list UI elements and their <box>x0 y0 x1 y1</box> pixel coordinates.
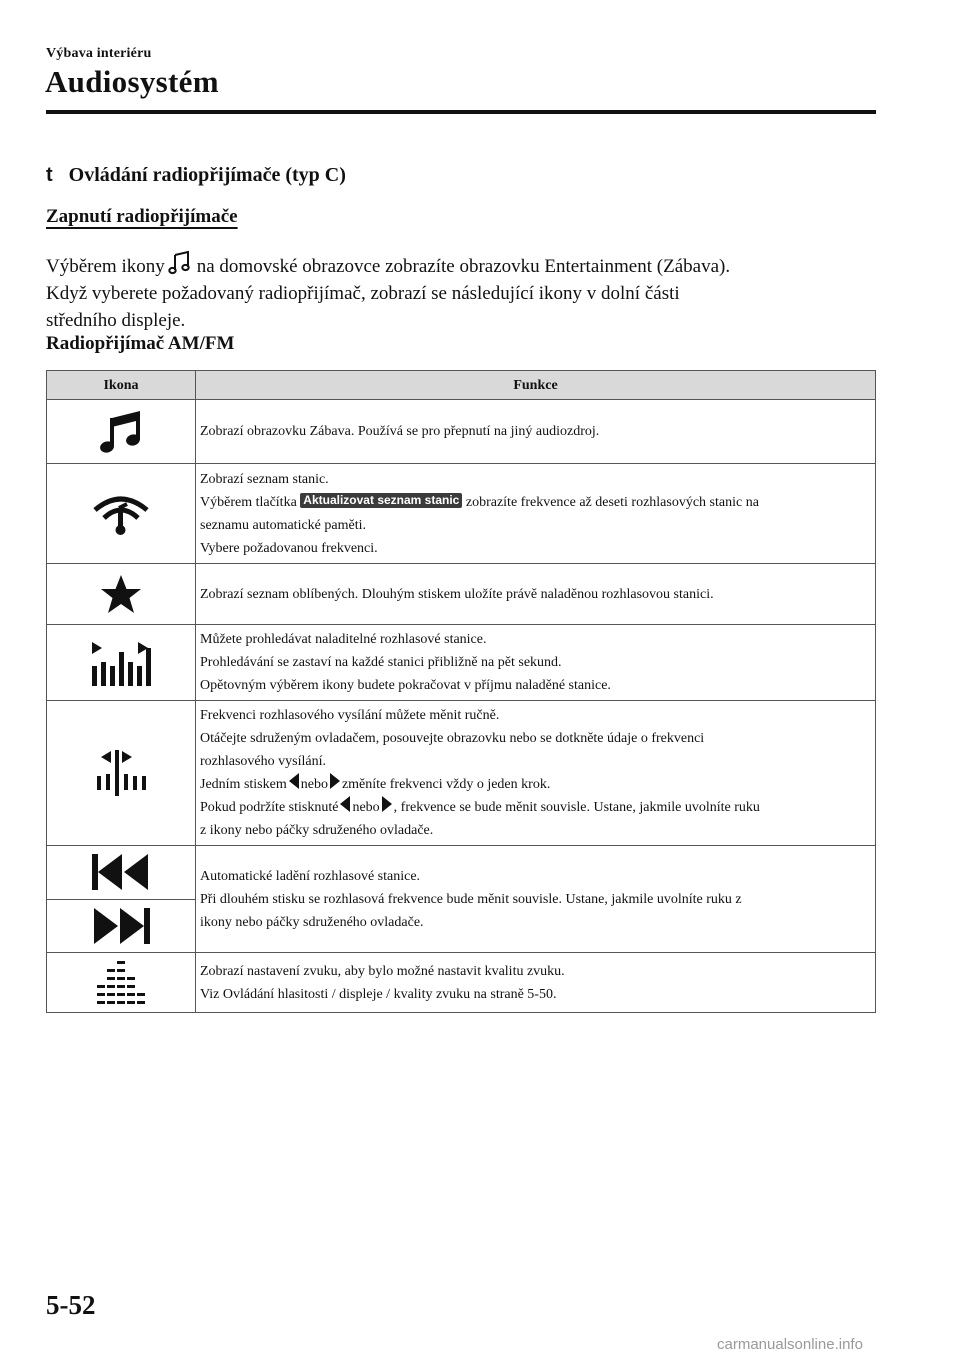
row-text: Prohledávání se zastaví na každé stanici přibližně na pět sekund. <box>200 655 562 670</box>
row-text: Opětovným výběrem ikony budete pokračovat v příjmu naladěné stanice. <box>200 678 611 693</box>
row-text: Otáčejte sdruženým ovladačem, posouvejte obrazovku nebo se dotkněte údaje o frekvenci <box>200 731 705 746</box>
chapter-title: Audiosystém <box>45 64 219 99</box>
tune-down-icon <box>289 773 299 789</box>
section-header: Výbava interiéru <box>46 46 152 61</box>
update-station-list-button: Aktualizovat seznam stanic <box>300 493 462 508</box>
table-row <box>47 625 876 701</box>
tune-up-icon <box>330 773 340 789</box>
next-track-icon <box>90 906 152 946</box>
equalizer-icon <box>93 959 149 1007</box>
row-text: Zobrazí seznam oblíbených. Dlouhým stiskem uložíte právě naladěnou rozhlasovou stanici. <box>200 586 714 602</box>
table-row <box>47 701 876 846</box>
previous-track-icon <box>90 852 152 892</box>
row-text: Zobrazí seznam stanic. <box>200 471 329 487</box>
page-number: 5-52 <box>46 1290 96 1320</box>
row-text: rozhlasového vysílání. <box>200 754 326 769</box>
row-text: Jedním stiskem nebo změníte frekvenci vždy o jeden krok. <box>200 773 869 796</box>
tune-down-icon <box>340 796 350 812</box>
row-text: Pokud podržíte stisknuté nebo , frekvence se bude měnit souvisle. Ustane, jakmile uvolníte ruku <box>200 796 869 819</box>
tune-up-icon <box>382 796 392 812</box>
section-title <box>46 164 346 187</box>
manual-tune-icon <box>94 748 148 798</box>
row-text: Zobrazí obrazovku Zábava. Používá se pro přepnutí na jiný audiozdroj. <box>200 424 600 439</box>
section-title-text: Ovládání radiopřijímače (typ C) <box>68 164 346 186</box>
music-note-icon <box>167 250 193 276</box>
row-text: Můžete prohledávat naladitelné rozhlasové stanice. <box>200 632 487 647</box>
music-note-icon <box>95 408 147 456</box>
subsection-title: Zapnutí radiopřijímače <box>46 206 238 227</box>
row-text: z ikony nebo páčky sdruženého ovladače. <box>200 823 434 838</box>
table-row <box>47 953 876 1013</box>
row-text: Zobrazí nastavení zvuku, aby bylo možné nastavit kvalitu zvuku. <box>200 963 565 979</box>
watermark: carmanualsonline.info <box>717 1336 863 1353</box>
table-title: Radiopřijímač AM/FM <box>46 333 235 354</box>
intro-line-3: středního displeje. <box>46 310 186 331</box>
row-text: Při dlouhém stisku se rozhlasová frekvence bude měnit souvisle. Ustane, jakmile uvolníte ruku z <box>200 891 742 907</box>
row-text: Výběrem tlačítka Aktualizovat seznam stanic zobrazíte frekvence až deseti rozhlasových stanic na <box>200 492 759 510</box>
table-row <box>47 846 876 953</box>
row-text: Viz Ovládání hlasitosti / displeje / kvality zvuku na straně 5-50. <box>200 986 557 1002</box>
intro-paragraph <box>46 250 876 334</box>
radio-signal-icon <box>91 490 151 538</box>
header-function: Funkce <box>196 371 876 400</box>
row-text: Vybere požadovanou frekvenci. <box>200 540 378 556</box>
row-text: Automatické ladění rozhlasové stanice. <box>200 868 421 884</box>
intro-line-2: Když vyberete požadovaný radiopřijímač, zobrazí se následující ikony v dolní části <box>46 283 680 304</box>
table-header-row <box>47 371 876 400</box>
header-divider <box>46 110 876 114</box>
scan-icon <box>90 638 152 688</box>
row-text: seznamu automatické paměti. <box>200 517 366 533</box>
section-marker: t <box>46 164 53 186</box>
row-text: ikony nebo páčky sdruženého ovladače. <box>200 914 424 930</box>
table-row <box>47 464 876 564</box>
intro-line-1 <box>46 250 876 280</box>
row-text: Frekvenci rozhlasového vysílání můžete měnit ručně. <box>200 708 500 723</box>
intro-text: na domovské obrazovce zobrazíte obrazovku Entertainment (Zábava). <box>196 256 731 277</box>
intro-text: Výběrem ikony <box>46 256 165 277</box>
function-table <box>46 370 876 1013</box>
header-icon: Ikona <box>47 371 196 400</box>
star-icon <box>99 573 143 615</box>
table-row <box>47 400 876 464</box>
table-row <box>47 564 876 625</box>
